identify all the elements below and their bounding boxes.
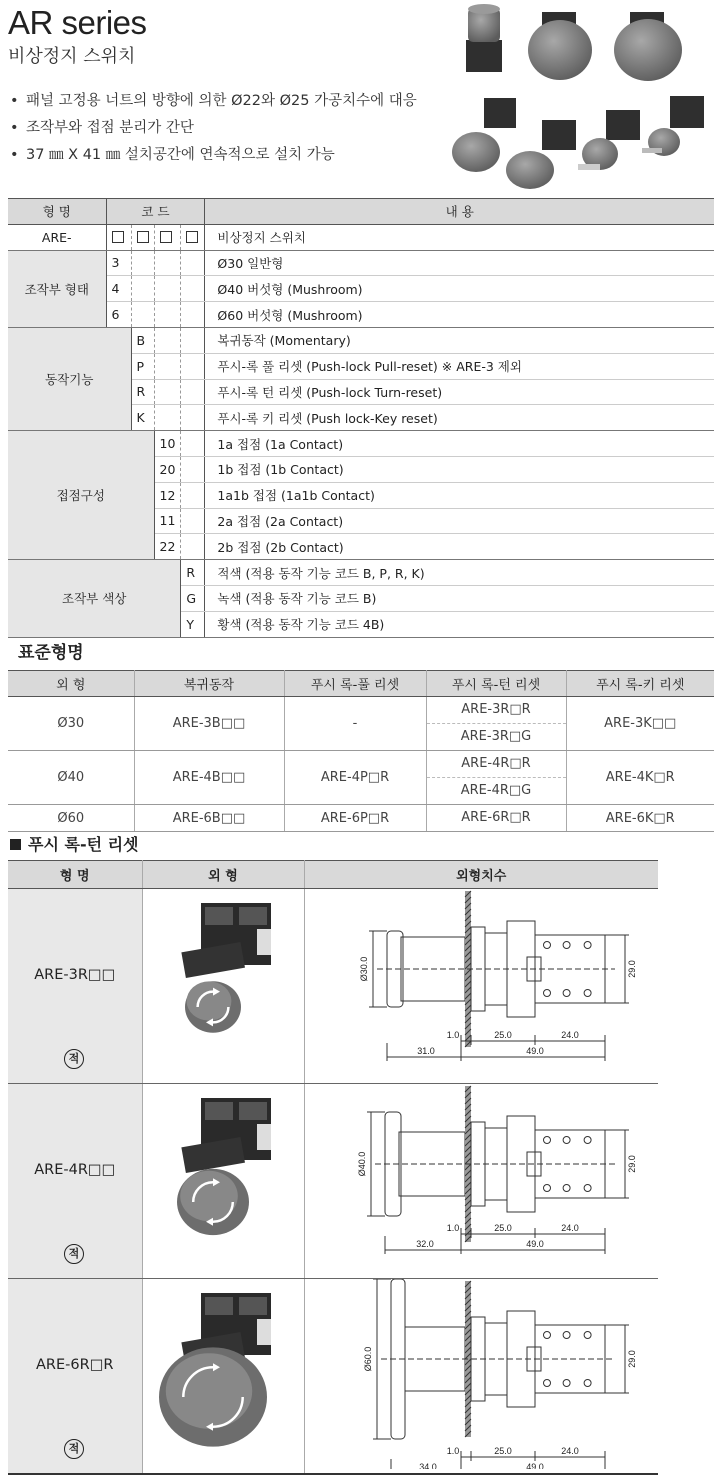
blank-box-icon xyxy=(160,231,172,243)
product-image-cell xyxy=(142,1084,304,1279)
code-empty xyxy=(181,327,205,353)
base-desc: 비상정지 스위치 xyxy=(205,224,714,250)
dim-gap: 1.0 xyxy=(446,1223,459,1233)
dimension-drawing xyxy=(305,889,657,1079)
std-dim: Ø40 xyxy=(8,751,134,805)
red-color-mark: 적 xyxy=(64,1049,84,1069)
switch-photo-r xyxy=(578,110,640,170)
dim-mid: 25.0 xyxy=(493,1030,512,1040)
code-value: G xyxy=(181,585,205,611)
turn-reset-heading-text: 푸시 록-턴 리셋 xyxy=(28,835,139,854)
code-row-base xyxy=(8,224,714,250)
std-model-p: ARE-6P□R xyxy=(284,805,426,832)
std-model-r-item: ARE-4R□G xyxy=(460,783,532,798)
code-value: R xyxy=(131,379,154,405)
std-col-p: 푸시 록-풀 리셋 xyxy=(284,671,426,697)
col-desc-header: 내 용 xyxy=(205,199,714,225)
code-value: R xyxy=(181,560,205,586)
code-group-label: 조작부 형태 xyxy=(8,250,106,327)
code-group-label: 접점구성 xyxy=(8,431,154,560)
dimension-drawing xyxy=(305,1084,657,1274)
dim-front: 31.0 xyxy=(416,1046,435,1056)
product-model-name: ARE-3R□□ xyxy=(34,967,116,983)
product-image-cell xyxy=(142,889,304,1084)
page-title: AR series xyxy=(8,4,147,41)
dim-mid: 25.0 xyxy=(493,1223,512,1233)
product-model-cell xyxy=(8,889,142,1084)
std-model-k: ARE-6K□R xyxy=(566,805,714,832)
feature-list xyxy=(10,88,417,169)
product-image-cell xyxy=(142,1279,304,1475)
std-model-p: ARE-4P□R xyxy=(284,751,426,805)
prod-col-dimension: 외형치수 xyxy=(304,861,658,889)
red-color-mark: 적 xyxy=(64,1244,84,1264)
dim-diameter: Ø40.0 xyxy=(356,1151,367,1177)
code-desc: 1a1b 접점 (1a1b Contact) xyxy=(205,482,714,508)
code-value: 11 xyxy=(154,508,181,534)
code-value: 12 xyxy=(154,482,181,508)
code-empty xyxy=(154,302,181,328)
code-empty xyxy=(154,276,181,302)
product-row xyxy=(8,889,658,1084)
switch-photo-b xyxy=(452,98,516,172)
turn-reset-heading xyxy=(10,832,139,855)
switch-photo xyxy=(177,1098,271,1235)
code-row xyxy=(8,560,714,586)
base-model-name: ARE- xyxy=(8,224,106,250)
code-empty xyxy=(154,327,181,353)
std-col-r: 푸시 록-턴 리셋 xyxy=(426,671,566,697)
code-desc: 푸시-록 턴 리셋 (Push-lock Turn-reset) xyxy=(205,379,714,405)
code-empty xyxy=(181,405,205,431)
dim-diameter: Ø30.0 xyxy=(358,956,369,982)
std-row xyxy=(8,697,714,751)
code-row xyxy=(8,302,714,328)
std-model-r xyxy=(426,697,566,751)
code-desc: 1b 접점 (1b Contact) xyxy=(205,456,714,482)
code-empty xyxy=(181,482,205,508)
product-drawing-cell xyxy=(304,889,658,1084)
code-desc: 2a 접점 (2a Contact) xyxy=(205,508,714,534)
standard-heading: 표준형명 xyxy=(18,643,84,663)
code-empty xyxy=(181,302,205,328)
code-value: 6 xyxy=(106,302,131,328)
std-dim: Ø30 xyxy=(8,697,134,751)
product-photo-collage xyxy=(450,2,712,194)
code-desc: 2b 접점 (2b Contact) xyxy=(205,534,714,560)
code-empty xyxy=(181,508,205,534)
std-row xyxy=(8,805,714,832)
dim-gap: 1.0 xyxy=(446,1446,459,1456)
page-subtitle: 비상정지 스위치 xyxy=(8,46,136,67)
code-desc: Ø40 버섯형 (Mushroom) xyxy=(205,276,714,302)
red-color-mark: 적 xyxy=(64,1439,84,1459)
product-model-cell xyxy=(8,1084,142,1279)
code-empty xyxy=(154,379,181,405)
code-desc: 녹색 (적용 동작 기능 코드 B) xyxy=(205,585,714,611)
dim-front: 32.0 xyxy=(415,1239,434,1249)
std-model-k: ARE-3K□□ xyxy=(566,697,714,751)
dim-block: 24.0 xyxy=(560,1223,579,1233)
product-model-name: ARE-6R□R xyxy=(36,1357,114,1373)
product-drawing-cell xyxy=(304,1084,658,1279)
product-model-cell xyxy=(8,1279,142,1475)
std-model-r-item: ARE-4R□R xyxy=(427,751,566,778)
code-value: Y xyxy=(181,611,205,637)
dim-front: 34.0 xyxy=(418,1462,437,1469)
code-empty xyxy=(131,276,154,302)
std-model-r-item: ARE-6R□R xyxy=(461,810,531,825)
dim-block: 24.0 xyxy=(560,1446,579,1456)
product-photo xyxy=(143,1084,303,1274)
code-value: B xyxy=(131,327,154,353)
dimension-drawing xyxy=(305,1279,657,1469)
std-model-r-item: ARE-3R□G xyxy=(460,729,532,744)
standard-model-table xyxy=(8,670,714,832)
std-model-k: ARE-4K□R xyxy=(566,751,714,805)
blank-box-icon xyxy=(186,231,198,243)
code-empty xyxy=(154,353,181,379)
dim-diameter: Ø60.0 xyxy=(362,1346,373,1372)
switch-photo xyxy=(181,903,271,1033)
dim-rear: 49.0 xyxy=(525,1239,544,1249)
code-value: 3 xyxy=(106,250,131,276)
col-model-header: 형 명 xyxy=(8,199,106,225)
blank-box-icon xyxy=(137,231,149,243)
code-desc: 황색 (적용 동작 기능 코드 4B) xyxy=(205,611,714,637)
code-empty xyxy=(131,250,154,276)
prod-col-image: 외 형 xyxy=(142,861,304,889)
std-col-dim: 외 형 xyxy=(8,671,134,697)
code-empty xyxy=(181,379,205,405)
dim-rear: 49.0 xyxy=(525,1046,544,1056)
code-placeholder xyxy=(106,224,131,250)
feature-item: • 조작부와 접점 분리가 간단 xyxy=(10,115,417,142)
dim-height: 29.0 xyxy=(626,960,637,978)
code-empty xyxy=(154,405,181,431)
code-value: 20 xyxy=(154,456,181,482)
code-desc: Ø30 일반형 xyxy=(205,250,714,276)
product-drawing-cell xyxy=(304,1279,658,1475)
code-empty xyxy=(181,456,205,482)
code-placeholder xyxy=(131,224,154,250)
code-row xyxy=(8,327,714,353)
code-value: K xyxy=(131,405,154,431)
code-value: P xyxy=(131,353,154,379)
dim-height: 29.0 xyxy=(626,1155,637,1173)
code-empty xyxy=(154,250,181,276)
code-empty xyxy=(181,250,205,276)
prod-col-model: 형 명 xyxy=(8,861,142,889)
dim-block: 24.0 xyxy=(560,1030,579,1040)
code-empty xyxy=(181,431,205,457)
code-desc: 1a 접점 (1a Contact) xyxy=(205,431,714,457)
product-photo xyxy=(143,889,303,1079)
code-empty xyxy=(181,276,205,302)
switch-photo xyxy=(159,1293,271,1447)
col-code-header: 코 드 xyxy=(106,199,205,225)
product-photo xyxy=(143,1279,303,1469)
std-model-r xyxy=(426,751,566,805)
code-placeholder xyxy=(181,224,205,250)
code-desc: Ø60 버섯형 (Mushroom) xyxy=(205,302,714,328)
std-model-r-item: ARE-3R□R xyxy=(427,697,566,724)
code-empty xyxy=(131,302,154,328)
std-col-b: 복귀동작 xyxy=(134,671,284,697)
code-empty xyxy=(181,353,205,379)
product-row xyxy=(8,1084,658,1279)
code-group-label: 조작부 색상 xyxy=(8,560,181,637)
std-model-b: ARE-6B□□ xyxy=(134,805,284,832)
dim-gap: 1.0 xyxy=(446,1030,459,1040)
feature-item: • 37 ㎜ X 41 ㎜ 설치공간에 연속적으로 설치 가능 xyxy=(10,142,417,169)
square-bullet-icon xyxy=(10,839,21,850)
std-model-r xyxy=(426,805,566,832)
code-desc: 푸시-록 풀 리셋 (Push-lock Pull-reset) ※ ARE-3 제외 xyxy=(205,353,714,379)
code-value: 22 xyxy=(154,534,181,560)
switch-photo-k xyxy=(642,96,704,156)
std-col-k: 푸시 록-키 리셋 xyxy=(566,671,714,697)
std-row xyxy=(8,751,714,805)
code-desc: 푸시-록 키 리셋 (Push lock-Key reset) xyxy=(205,405,714,431)
switch-photo-30 xyxy=(466,4,502,72)
code-group-label: 동작기능 xyxy=(8,327,131,430)
dim-rear: 49.0 xyxy=(525,1462,544,1469)
std-model-p: - xyxy=(284,697,426,751)
std-model-b: ARE-4B□□ xyxy=(134,751,284,805)
feature-item: • 패널 고정용 너트의 방향에 의한 Ø22와 Ø25 가공치수에 대응 xyxy=(10,88,417,115)
code-row xyxy=(8,276,714,302)
code-empty xyxy=(181,534,205,560)
code-desc: 적색 (적용 동작 기능 코드 B, P, R, K) xyxy=(205,560,714,586)
product-row xyxy=(8,1279,658,1475)
std-dim: Ø60 xyxy=(8,805,134,832)
std-model-b: ARE-3B□□ xyxy=(134,697,284,751)
code-row xyxy=(8,250,714,276)
code-value: 10 xyxy=(154,431,181,457)
product-model-name: ARE-4R□□ xyxy=(34,1162,116,1178)
switch-photo-60 xyxy=(614,12,682,81)
dim-height: 29.0 xyxy=(626,1350,637,1368)
product-dimension-table xyxy=(8,860,658,1475)
code-row xyxy=(8,431,714,457)
model-code-table xyxy=(8,198,714,638)
code-value: 4 xyxy=(106,276,131,302)
switch-photo-p xyxy=(506,120,576,189)
dim-mid: 25.0 xyxy=(493,1446,512,1456)
code-desc: 복귀동작 (Momentary) xyxy=(205,327,714,353)
code-placeholder xyxy=(154,224,181,250)
switch-photo-40 xyxy=(528,12,592,80)
blank-box-icon xyxy=(112,231,124,243)
